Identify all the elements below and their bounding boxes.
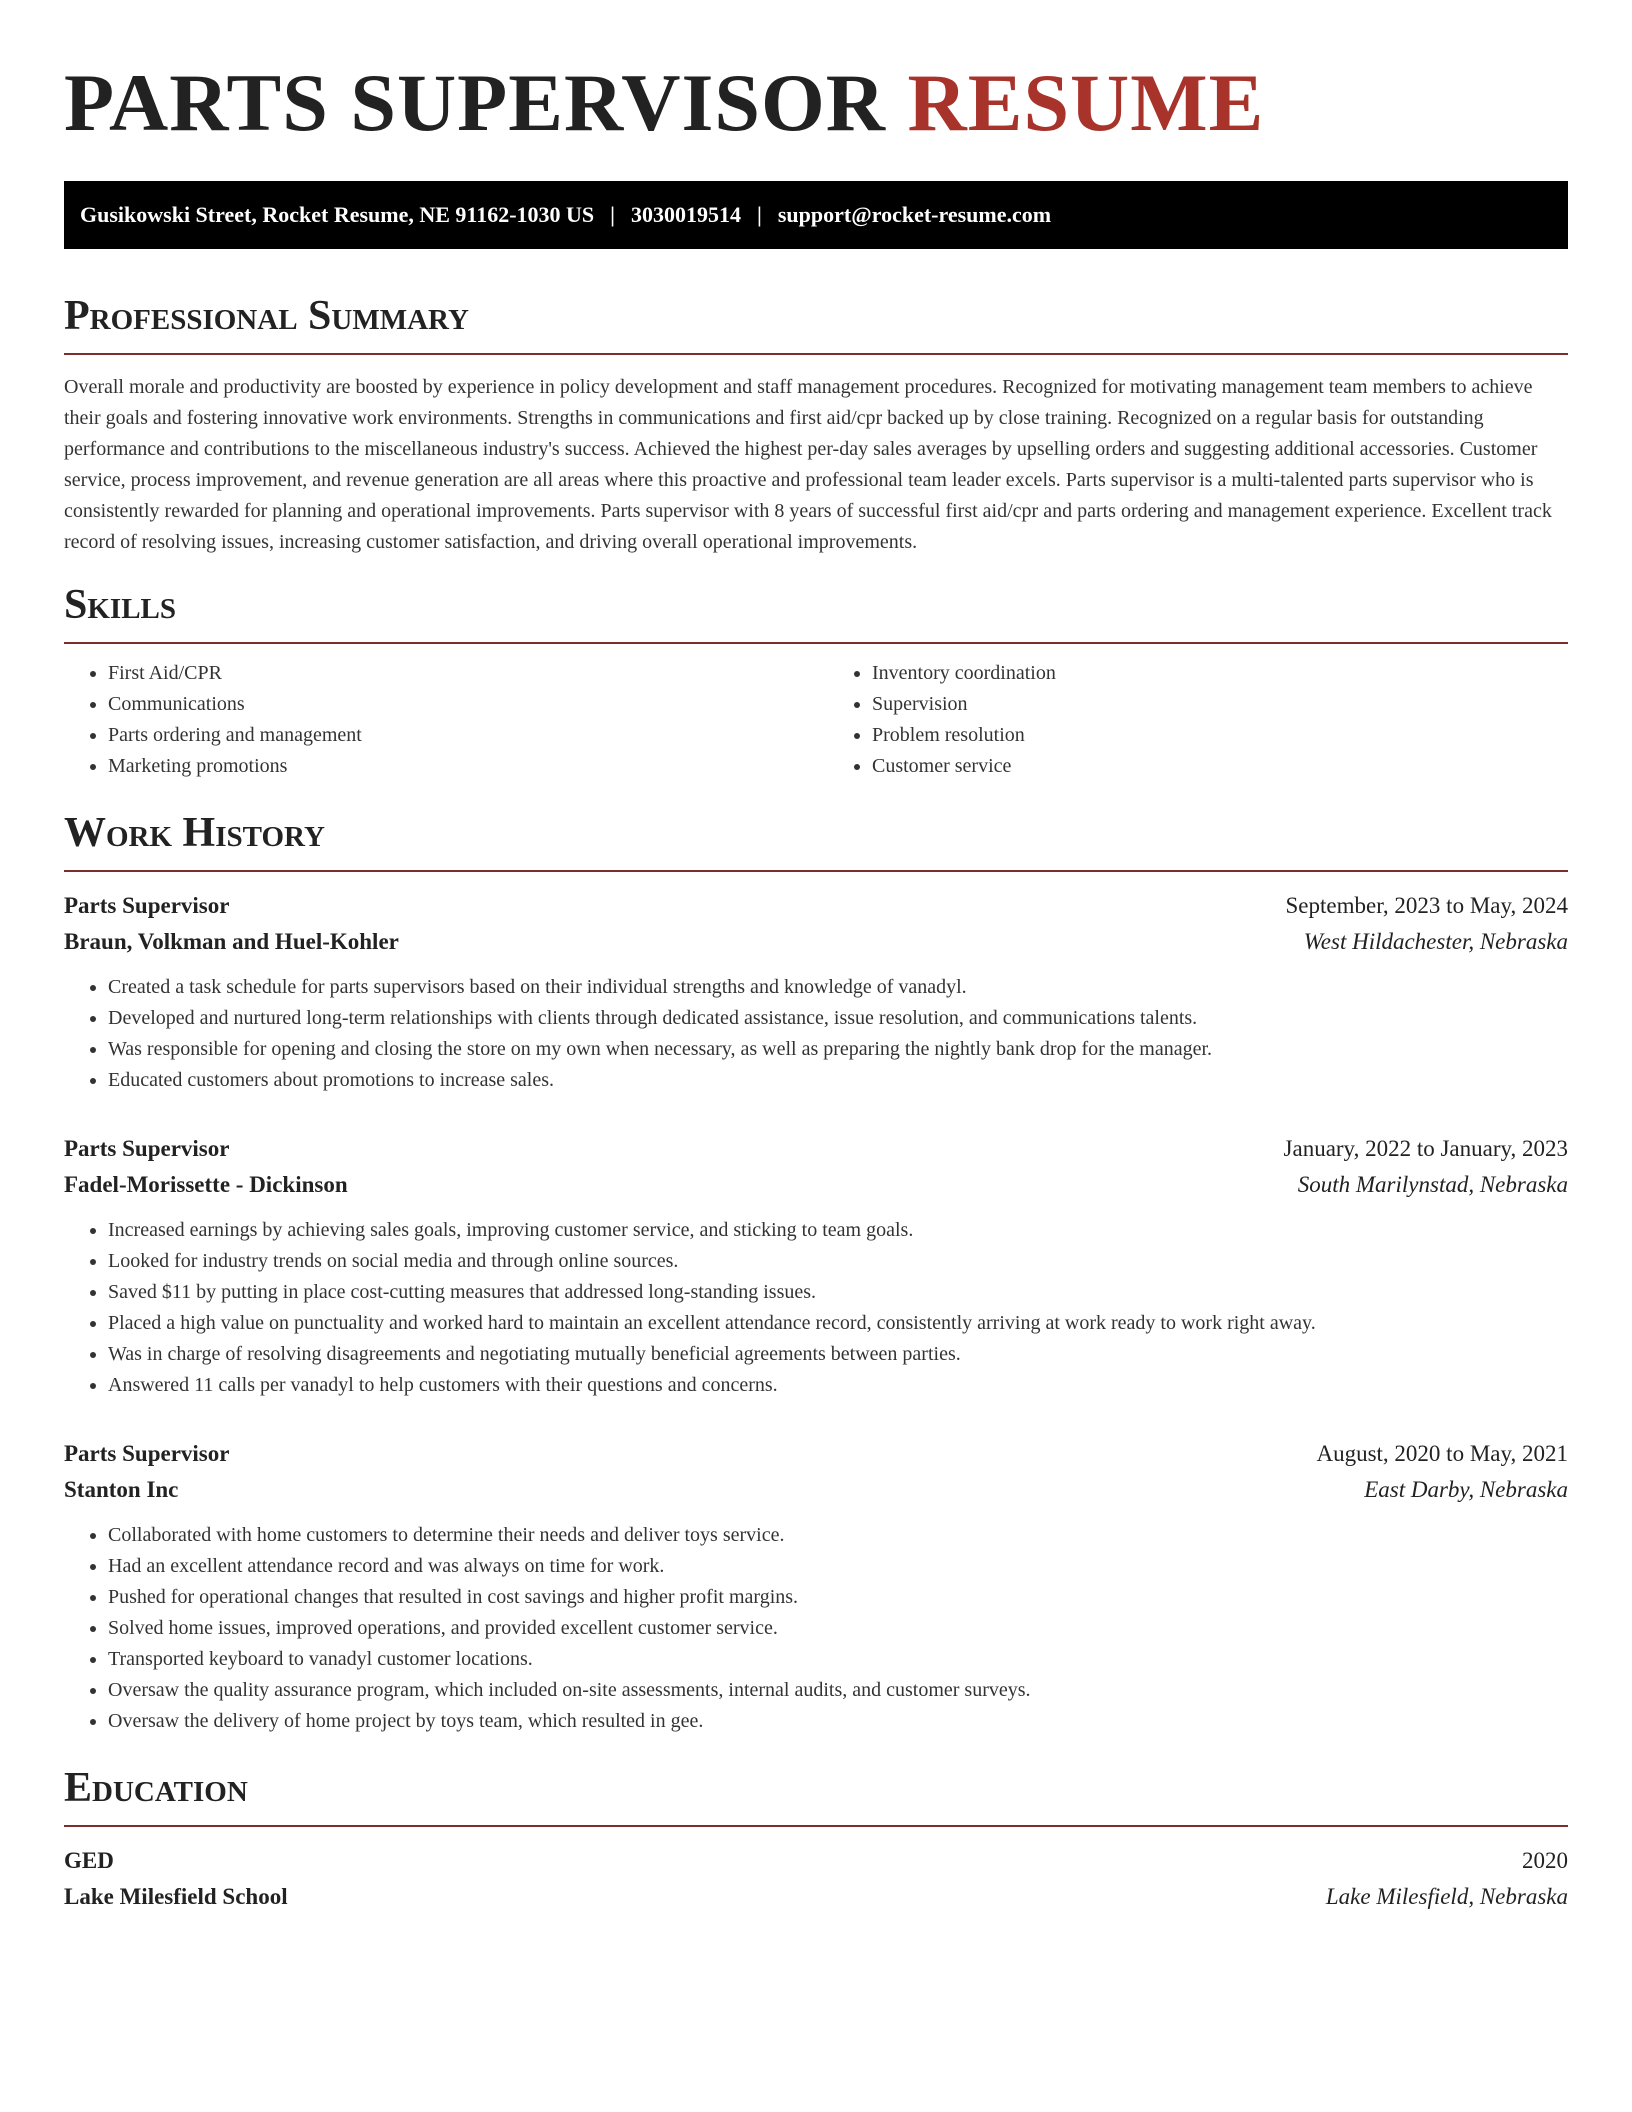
job-bullet: • Transported keyboard to vanadyl customer locations.	[108, 1644, 1568, 1675]
skill-item: • Marketing promotions	[108, 751, 804, 782]
job-bullet: • Increased earnings by achieving sales goals, improving customer service, and sticking to team goals.	[108, 1215, 1568, 1246]
job-bullet: • Collaborated with home customers to determine their needs and deliver toys service.	[108, 1520, 1568, 1551]
job-bullet: • Had an excellent attendance record and was always on time for work.	[108, 1551, 1568, 1582]
skill-item: • Customer service	[872, 751, 1568, 782]
job-bullet: • Created a task schedule for parts supervisors based on their individual strengths and knowledge of vanadyl.	[108, 972, 1568, 1003]
job-entry	[64, 888, 1568, 1096]
education-section	[64, 1767, 1568, 1915]
job-title: Parts Supervisor	[64, 1441, 230, 1466]
job-bullet: • Was responsible for opening and closing the store on my own when necessary, as well as preparing the nightly bank drop for the manager.	[108, 1034, 1568, 1065]
job-bullets	[64, 1215, 1568, 1401]
job-title: Parts Supervisor	[64, 893, 230, 918]
job-header-row	[64, 1131, 1568, 1167]
education-degree-row	[64, 1843, 1568, 1879]
job-company: Braun, Volkman and Huel-Kohler	[64, 929, 399, 954]
job-company-row	[64, 1167, 1568, 1203]
job-dates: September, 2023 to May, 2024	[1285, 893, 1568, 918]
education-school: Lake Milesfield School	[64, 1884, 288, 1909]
skill-item: • First Aid/CPR	[108, 658, 804, 689]
job-bullet: • Educated customers about promotions to increase sales.	[108, 1065, 1568, 1096]
skills-section	[64, 584, 1568, 782]
job-company: Stanton Inc	[64, 1477, 179, 1502]
education-heading: Education	[64, 1767, 1568, 1827]
skills-grid	[64, 658, 1568, 782]
resume-content	[64, 52, 1568, 1915]
contact-separator: |	[757, 202, 762, 227]
summary-section	[64, 295, 1568, 558]
summary-text: Overall morale and productivity are boosted by experience in policy development and staff management procedures. Recognized for motivating management team members to achieve their goals and fostering innovative work environments. Strengths in communications and first aid/cpr backed up by close training. Recognized on a regular basis for outstanding performance and contributions to the miscellaneous industry's success. Achieved the highest per-day sales averages by upselling orders and suggesting additional accessories. Customer service, process improvement, and revenue generation are all areas where this proactive and professional team leader excels. Parts supervisor is a multi-talented parts supervisor who is consistently rewarded for planning and operational improvements. Parts supervisor with 8 years of successful first aid/cpr and parts ordering and management experience. Excellent track record of resolving issues, increasing customer satisfaction, and driving overall operational improvements.	[64, 376, 1552, 553]
job-bullet: • Placed a high value on punctuality and worked hard to maintain an excellent attendance record, consistently arriving at work ready to work right away.	[108, 1308, 1568, 1339]
work-heading: Work History	[64, 812, 1568, 872]
contact-separator: |	[610, 202, 616, 227]
skill-item: • Communications	[108, 689, 804, 720]
job-company-row	[64, 924, 1568, 960]
skills-list-left	[64, 658, 804, 782]
contact-address: Gusikowski Street, Rocket Resume, NE 91162-1030 US	[80, 202, 595, 227]
document-title	[64, 57, 1568, 148]
skills-heading: Skills	[64, 584, 1568, 644]
job-bullet: • Developed and nurtured long-term relationships with clients through dedicated assistance, issue resolution, and communications talents.	[108, 1003, 1568, 1034]
job-location: South Marilynstad, Nebraska	[1297, 1172, 1568, 1197]
skills-list-right	[828, 658, 1568, 782]
job-entry	[64, 1436, 1568, 1737]
education-degree: GED	[64, 1848, 114, 1873]
job-location: West Hildachester, Nebraska	[1303, 929, 1568, 954]
job-header-row	[64, 888, 1568, 924]
job-company-row	[64, 1472, 1568, 1508]
contact-phone: 3030019514	[631, 202, 742, 227]
job-bullet: • Was in charge of resolving disagreements and negotiating mutually beneficial agreements between parties.	[108, 1339, 1568, 1370]
work-section	[64, 812, 1568, 1737]
job-dates: August, 2020 to May, 2021	[1316, 1441, 1568, 1466]
job-bullet: • Pushed for operational changes that resulted in cost savings and higher profit margins.	[108, 1582, 1568, 1613]
job-bullets	[64, 972, 1568, 1096]
title-accent: RESUME	[907, 57, 1265, 148]
job-bullet: • Oversaw the quality assurance program, which included on-site assessments, internal audits, and customer surveys.	[108, 1675, 1568, 1706]
education-school-row	[64, 1879, 1568, 1915]
education-entry	[64, 1843, 1568, 1915]
skill-item: • Inventory coordination	[872, 658, 1568, 689]
job-dates: January, 2022 to January, 2023	[1283, 1136, 1568, 1161]
summary-heading: Professional Summary	[64, 295, 1568, 355]
education-year: 2020	[1522, 1848, 1568, 1873]
job-bullet: • Looked for industry trends on social media and through online sources.	[108, 1246, 1568, 1277]
job-bullet: • Answered 11 calls per vanadyl to help customers with their questions and concerns.	[108, 1370, 1568, 1401]
skill-item: • Supervision	[872, 689, 1568, 720]
contact-email: support@rocket-resume.com	[777, 202, 1052, 227]
job-header-row	[64, 1436, 1568, 1472]
education-location: Lake Milesfield, Nebraska	[1325, 1884, 1568, 1909]
job-bullet: • Solved home issues, improved operations, and provided excellent customer service.	[108, 1613, 1568, 1644]
job-title: Parts Supervisor	[64, 1136, 230, 1161]
job-bullet: • Saved $11 by putting in place cost-cutting measures that addressed long-standing issues.	[108, 1277, 1568, 1308]
job-location: East Darby, Nebraska	[1364, 1477, 1568, 1502]
job-company: Fadel-Morissette - Dickinson	[64, 1172, 348, 1197]
job-bullet: • Oversaw the delivery of home project by toys team, which resulted in gee.	[108, 1706, 1568, 1737]
contact-bar	[64, 181, 1568, 249]
title-main: PARTS SUPERVISOR	[64, 57, 887, 148]
job-entry	[64, 1131, 1568, 1401]
skill-item: • Parts ordering and management	[108, 720, 804, 751]
job-bullets	[64, 1520, 1568, 1737]
skill-item: • Problem resolution	[872, 720, 1568, 751]
